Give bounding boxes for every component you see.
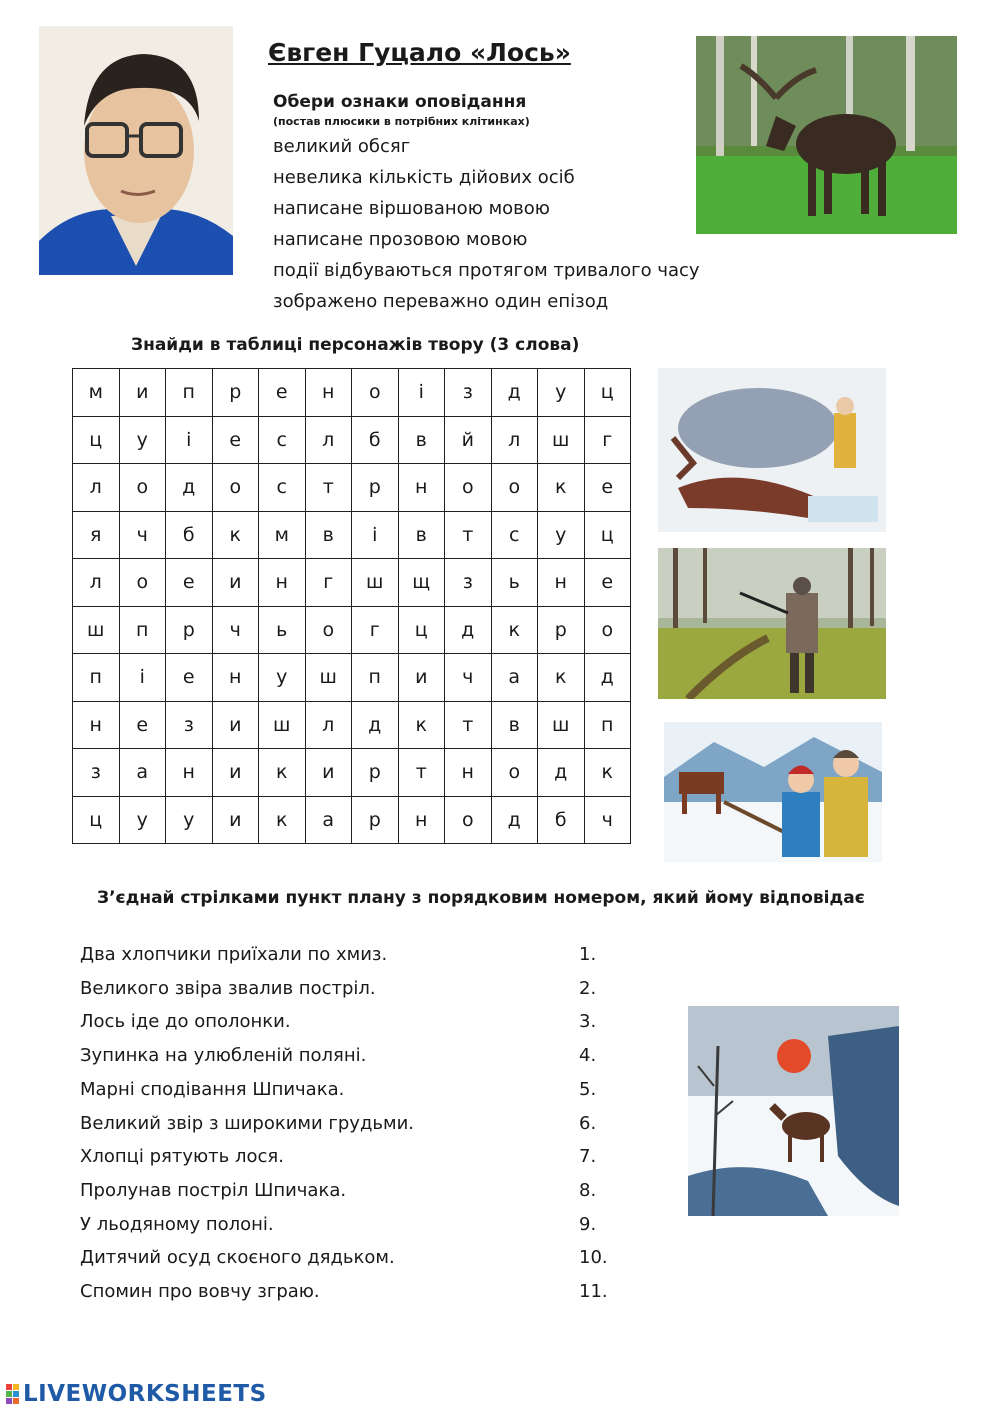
grid-row [73,369,631,417]
question2-heading: Знайди в таблиці персонажів твору (3 слова) [131,335,580,355]
liveworksheets-logo-icon [6,1384,20,1404]
grid-cell[interactable]: ч [584,796,631,844]
grid-cell[interactable]: е [166,559,213,607]
author-portrait [39,26,233,275]
plan-item[interactable]: Два хлопчики приїхали по хмиз. [80,944,388,965]
plan-item[interactable]: Великий звір з широкими грудьми. [80,1112,415,1134]
grid-cell[interactable]: п [584,701,631,749]
grid-cell[interactable]: н [212,654,259,702]
grid-cell[interactable]: с [259,416,306,464]
grid-cell[interactable]: з [73,749,120,797]
grid-cell[interactable]: г [352,606,399,654]
grid-row [73,511,631,559]
grid-cell[interactable]: д [538,749,585,797]
plan-number[interactable]: 8. [579,1179,597,1201]
option-large-volume[interactable]: великий обсяг [273,136,411,157]
grid-cell[interactable]: н [398,464,445,512]
grid-cell[interactable]: и [212,559,259,607]
grid-cell[interactable]: с [491,511,538,559]
question3-heading: З’єднай стрілками пункт плану з порядковим номером, який йому відповідає [97,888,865,908]
plan-number[interactable]: 11. [579,1281,608,1302]
grid-row [73,749,631,797]
grid-cell[interactable]: е [259,369,306,417]
plan-number[interactable]: 5. [579,1078,597,1100]
plan-item[interactable]: Лось іде до ополонки. [80,1011,291,1033]
word-search-grid [72,368,631,844]
grid-cell[interactable]: и [212,701,259,749]
grid-cell[interactable]: н [166,749,213,797]
grid-cell[interactable]: е [212,416,259,464]
grid-cell[interactable]: и [119,369,166,417]
plan-item[interactable]: Великого звіра звалив постріл. [80,977,376,999]
grid-cell[interactable]: а [119,749,166,797]
grid-cell[interactable]: л [73,464,120,512]
grid-cell[interactable]: п [119,606,166,654]
grid-row [73,416,631,464]
grid-cell[interactable]: р [352,749,399,797]
grid-cell[interactable]: ц [584,511,631,559]
grid-row [73,606,631,654]
grid-cell[interactable]: л [491,416,538,464]
plan-number[interactable]: 9. [579,1213,597,1235]
grid-cell[interactable]: о [491,749,538,797]
grid-cell[interactable]: м [259,511,306,559]
grid-cell[interactable]: д [352,701,399,749]
grid-cell[interactable]: ш [352,559,399,607]
grid-cell[interactable]: б [166,511,213,559]
grid-cell[interactable]: в [398,511,445,559]
grid-cell[interactable]: в [305,511,352,559]
option-few-characters[interactable]: невелика кількість дійових осіб [273,167,575,188]
grid-cell[interactable]: о [491,464,538,512]
grid-cell[interactable]: у [538,369,585,417]
grid-cell[interactable]: т [305,464,352,512]
grid-row [73,701,631,749]
grid-cell[interactable]: и [212,796,259,844]
grid-cell[interactable]: п [166,369,213,417]
grid-row [73,464,631,512]
grid-cell[interactable]: ц [73,796,120,844]
grid-cell[interactable]: е [119,701,166,749]
grid-cell[interactable]: г [305,559,352,607]
option-one-episode[interactable]: зображено переважно один епізод [273,291,609,312]
plan-item[interactable]: Хлопці рятують лося. [80,1146,284,1168]
option-prose[interactable]: написане прозовою мовою [273,229,528,250]
grid-cell[interactable]: ш [305,654,352,702]
grid-cell[interactable]: т [445,701,492,749]
grid-cell[interactable]: ш [259,701,306,749]
grid-cell[interactable]: з [166,701,213,749]
grid-cell[interactable]: п [352,654,399,702]
plan-number[interactable]: 2. [579,977,597,999]
grid-cell[interactable]: у [119,796,166,844]
grid-cell[interactable]: р [166,606,213,654]
grid-cell[interactable]: к [538,654,585,702]
grid-cell[interactable]: щ [398,559,445,607]
grid-cell[interactable]: о [352,369,399,417]
grid-cell[interactable]: я [73,511,120,559]
illustration-moose-winter [688,1006,899,1216]
worksheet-title: Євген Гуцало «Лось» [268,38,571,67]
liveworksheets-logo-text: LIVEWORKSHEETS [23,1381,267,1407]
grid-cell[interactable]: р [352,464,399,512]
grid-cell[interactable]: і [119,654,166,702]
grid-cell[interactable]: о [445,796,492,844]
grid-cell[interactable]: н [445,749,492,797]
plan-number[interactable]: 6. [579,1112,597,1134]
option-verse[interactable]: написане віршованою мовою [273,198,550,219]
plan-item[interactable]: У льодяному полоні. [80,1213,274,1235]
grid-cell[interactable]: у [166,796,213,844]
question1-heading: Обери ознаки оповідання [273,92,527,112]
plan-item[interactable]: Спомин про вовчу зграю. [80,1281,320,1302]
plan-number[interactable]: 10. [579,1247,608,1269]
grid-cell[interactable]: і [398,369,445,417]
grid-cell[interactable]: у [538,511,585,559]
grid-cell[interactable]: к [259,749,306,797]
grid-cell[interactable]: е [584,559,631,607]
grid-cell[interactable]: и [305,749,352,797]
question1-hint: (постав плюсики в потрібних клітинках) [273,115,530,128]
grid-cell[interactable]: ц [584,369,631,417]
grid-cell[interactable]: н [538,559,585,607]
grid-cell[interactable]: к [212,511,259,559]
grid-cell[interactable]: ц [73,416,120,464]
grid-cell[interactable]: л [73,559,120,607]
grid-cell[interactable]: ц [398,606,445,654]
grid-cell[interactable]: в [491,701,538,749]
grid-cell[interactable]: о [119,464,166,512]
illustration-moose-hunter [658,368,886,532]
grid-cell[interactable]: и [212,749,259,797]
grid-cell[interactable]: ь [491,559,538,607]
plan-number[interactable]: 1. [579,944,597,965]
plan-item[interactable]: Пролунав постріл Шпичака. [80,1179,347,1201]
grid-cell[interactable]: о [119,559,166,607]
option-long-time[interactable]: події відбуваються протягом тривалого часу [273,260,700,281]
grid-cell[interactable]: з [445,559,492,607]
grid-cell[interactable]: з [445,369,492,417]
grid-cell[interactable]: а [305,796,352,844]
grid-cell[interactable]: р [538,606,585,654]
plan-item[interactable]: Марні сподівання Шпичака. [80,1078,345,1100]
grid-cell[interactable]: и [398,654,445,702]
grid-cell[interactable]: у [259,654,306,702]
grid-cell[interactable]: д [445,606,492,654]
grid-cell[interactable]: к [538,464,585,512]
grid-cell[interactable]: т [445,511,492,559]
plan-item[interactable]: Дитячий осуд скоєного дядьком. [80,1247,395,1269]
grid-cell[interactable]: б [538,796,585,844]
grid-cell[interactable]: т [398,749,445,797]
grid-cell[interactable]: г [584,416,631,464]
grid-cell[interactable]: ш [538,416,585,464]
grid-cell[interactable]: л [305,701,352,749]
grid-cell[interactable]: о [305,606,352,654]
plan-item[interactable]: Зупинка на улюбленій поляні. [80,1045,367,1067]
grid-cell[interactable]: о [584,606,631,654]
grid-cell[interactable]: р [212,369,259,417]
grid-cell[interactable]: о [445,464,492,512]
grid-cell[interactable]: к [584,749,631,797]
plan-number[interactable]: 3. [579,1011,597,1033]
liveworksheets-logo [6,1381,267,1407]
grid-cell[interactable]: к [259,796,306,844]
grid-cell[interactable]: ч [445,654,492,702]
grid-cell[interactable]: л [305,416,352,464]
grid-cell[interactable]: ь [259,606,306,654]
grid-cell[interactable]: н [398,796,445,844]
grid-cell[interactable]: н [305,369,352,417]
grid-cell[interactable]: і [352,511,399,559]
grid-cell[interactable]: д [584,654,631,702]
illustration-hunter-forest [658,548,886,699]
grid-cell[interactable]: у [119,416,166,464]
grid-row [73,654,631,702]
grid-cell[interactable]: в [398,416,445,464]
grid-cell[interactable]: д [491,796,538,844]
grid-row [73,796,631,844]
grid-cell[interactable]: н [259,559,306,607]
grid-cell[interactable]: р [352,796,399,844]
grid-cell[interactable]: ш [73,606,120,654]
grid-cell[interactable]: б [352,416,399,464]
grid-cell[interactable]: а [491,654,538,702]
grid-cell[interactable]: ш [538,701,585,749]
grid-cell[interactable]: й [445,416,492,464]
plan-number[interactable]: 7. [579,1146,597,1168]
moose-photo [696,36,957,234]
illustration-boys-sled [664,722,882,862]
grid-cell[interactable]: ч [212,606,259,654]
grid-cell[interactable]: п [73,654,120,702]
grid-cell[interactable]: д [491,369,538,417]
grid-cell[interactable]: н [73,701,120,749]
grid-cell[interactable]: і [166,416,213,464]
grid-cell[interactable]: о [212,464,259,512]
grid-row [73,559,631,607]
grid-cell[interactable]: к [491,606,538,654]
grid-cell[interactable]: ч [119,511,166,559]
grid-cell[interactable]: д [166,464,213,512]
grid-cell[interactable]: е [166,654,213,702]
plan-number[interactable]: 4. [579,1045,597,1067]
grid-cell[interactable]: с [259,464,306,512]
grid-cell[interactable]: е [584,464,631,512]
grid-cell[interactable]: к [398,701,445,749]
grid-cell[interactable]: м [73,369,120,417]
